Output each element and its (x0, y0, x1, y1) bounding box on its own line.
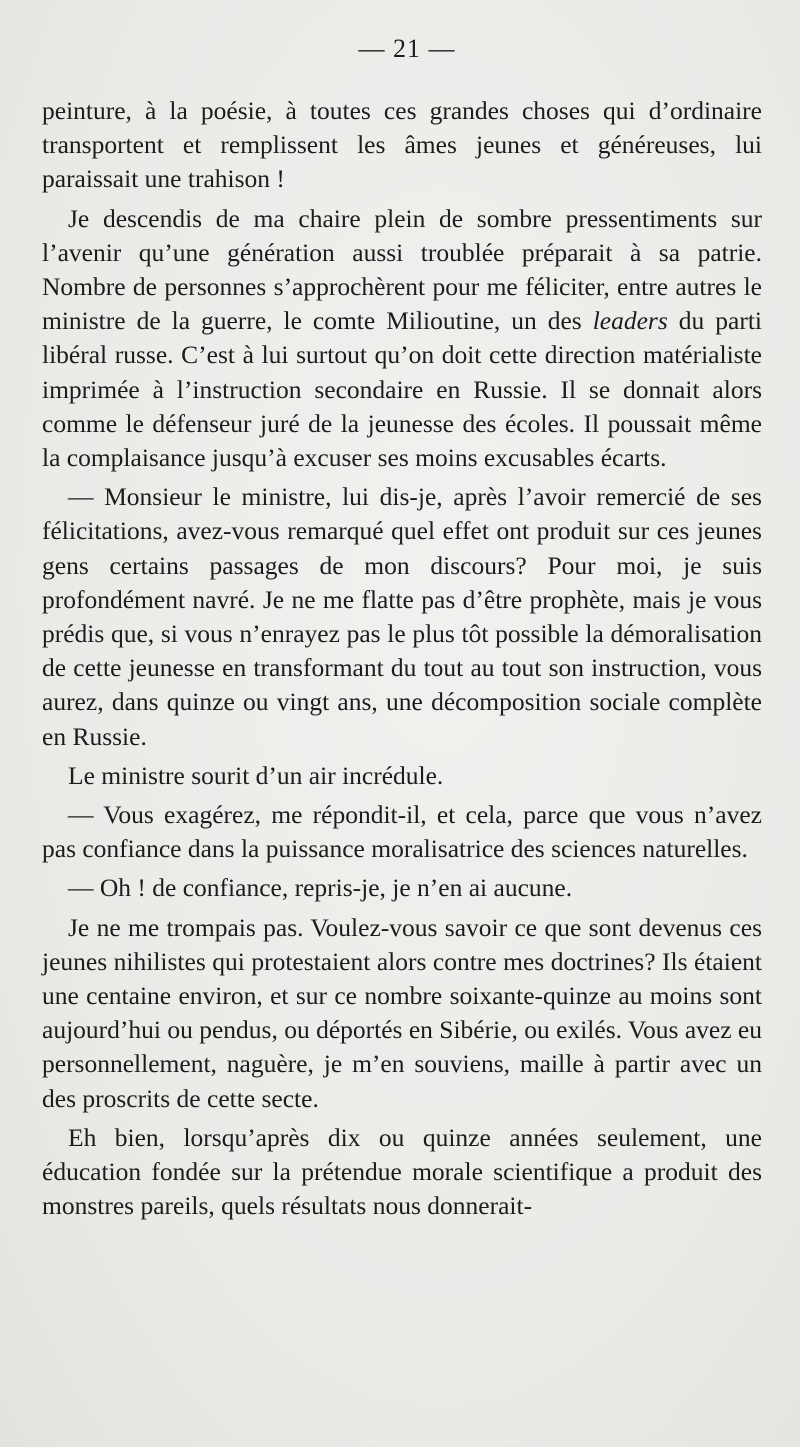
paragraph-1-text: peinture, à la poésie, à toutes ces grandes choses qui d’ordinaire transportent et remplissent les âmes jeunes et généreuses, lui paraissait une trahison ! (42, 96, 762, 194)
paragraph-8 (42, 1121, 762, 1224)
paragraph-2 (42, 202, 762, 476)
paragraph-1 (42, 94, 762, 197)
paragraph-7 (42, 911, 762, 1116)
paragraph-3-text: — Monsieur le ministre, lui dis-je, après l’avoir remercié de ses félicitations, avez-vous remarqué quel effet ont produit sur ces jeunes gens certains passages de mon discours? Pour moi, je suis profondément navré. Je ne me flatte pas d’être prophète, mais je vous prédis que, si vous n’enrayez pas le plus tôt possible la démoralisation de cette jeunesse en transformant du tout au tout son instruction, vous aurez, dans quinze ou vingt ans, une décomposition sociale complète en Russie. (42, 482, 762, 751)
paragraph-5 (42, 798, 762, 866)
paragraph-8-text: Eh bien, lorsqu’après dix ou quinze années seulement, une éducation fondée sur la prétendue morale scientifique a produit des monstres pareils, quels résultats nous donnerait- (42, 1122, 762, 1221)
paragraph-6-text: — Oh ! de confiance, repris-je, je n’en ai aucune. (68, 873, 573, 903)
paragraph-4-text: Le ministre sourit d’un air incrédule. (68, 760, 444, 790)
paragraph-5-text: — Vous exagérez, me répondit-il, et cela, parce que vous n’avez pas confiance dans la puissance moralisatrice des sciences naturelles. (42, 800, 762, 864)
paragraph-2-italic-word: leaders (592, 306, 668, 336)
paragraph-4 (42, 759, 762, 793)
paragraph-2-text: Je descendis de ma chaire plein de sombre pressentiments sur l’avenir qu’une génération aussi troublée préparait à sa patrie. Nombre de personnes s’approchèrent pour me féliciter, entre autres le ministre de la guerre, le comte Milioutine, un des (42, 203, 762, 336)
paragraph-7-text: Je ne me trompais pas. Voulez-vous savoir ce que sont devenus ces jeunes nihilistes qui protestaient alors contre mes doctrines? Ils étaient une centaine environ, et sur ce nombre soixante-quinze au moins sont aujourd’hui ou pendus, ou déportés en Sibérie, ou exilés. Vous avez eu personnellement, naguère, je m’en souviens, maille à partir avec un des proscrits de cette secte. (42, 912, 762, 1113)
page-number: — 21 — (358, 34, 456, 63)
paragraph-3 (42, 480, 762, 754)
paragraph-2-text-after: du parti libéral russe. C’est à lui surtout qu’on doit cette direction matérialiste imprimée à l’instruction secondaire en Russie. Il se donnait alors comme le défenseur juré de la jeunesse des écoles. Il poussait même la complaisance jusqu’à excuser ses moins excusables écarts. (42, 306, 762, 473)
body-text (42, 94, 762, 1224)
paragraph-6 (42, 871, 762, 905)
